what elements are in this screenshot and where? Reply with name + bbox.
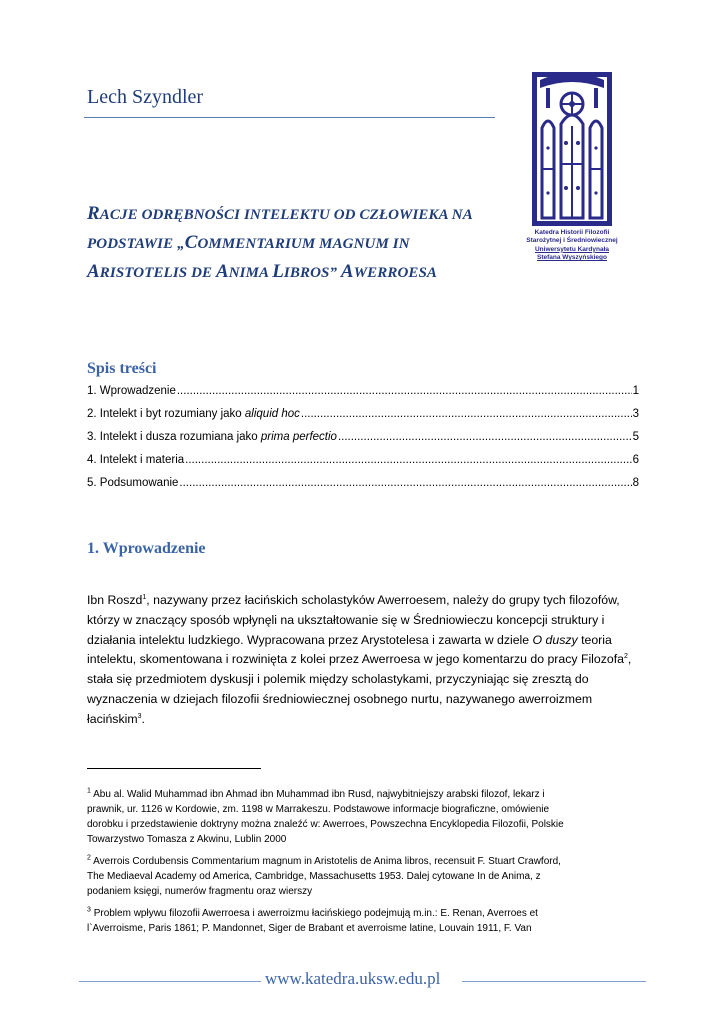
body-paragraph — [87, 591, 639, 730]
footnote-1: $^1$ Abu al. Walid Muhammad ibn Ahmad ibn Muhammad ibn Rusd, najwybitniejszy arabski filozof, lekarz i prawnik, ur. 1126 w Kordowie, zm. 1198 w Marrakeszu. Podstawowe informacje biograficzne, omówienie dorobku i przedstawienie doktryny można znaleźć w: Awerroes, Powszechna Encyklopedia Filozofii, Polskie Towarzystwo Tomasza z Akwinu, Lublin 2000 — [87, 787, 564, 845]
logo-line-4: Stefana Wyszyńskiego — [537, 254, 607, 262]
footnote-3: $^3$ Problem wpływu filozofii Awerroesa i awerroizmu łacińskiego podejmują m.in.: E. Renan, Averroes et l`Averroisme, Paris 1861; P. Mandonnet, Siger de Brabant et averroisme latine, Louvain 1911, F. Van — [87, 906, 538, 934]
footnote-separator — [87, 768, 261, 769]
footnote-ref[interactable]: 1 — [142, 593, 147, 601]
section-heading: 1. Wprowadzenie — [87, 540, 206, 557]
footnote-ref[interactable]: 2 — [624, 653, 628, 661]
author-underline — [84, 117, 495, 118]
logo-line-3: Uniwersytetu Kardynała — [534, 245, 610, 253]
author-name: Lech Szyndler — [87, 86, 204, 108]
table-of-contents — [87, 380, 639, 495]
toc-entry[interactable]: 5. Podsumowanie ..... 8 — [87, 472, 639, 495]
footer-url[interactable]: www.katedra.uksw.edu.pl — [265, 969, 441, 988]
title-line-2: PODSTAWIE „COMMENTARIUM MAGNUM IN — [87, 232, 410, 253]
footer-rule-right — [462, 981, 646, 982]
text-line: łacińskim$^3$. — [87, 711, 145, 726]
footnote-2: $^2$ Averrois Cordubensis Commentarium magnum in Aristotelis de Anima libros, recensuit F. Stuart Crawford, The Mediaeval Academy od America, Cambridge, Massachusetts 1953. Dalej cytowane In de Anima, z podaniem księgi, numerów fragmentu oraz wierszy — [87, 854, 561, 897]
logo-line-1: Katedra Historii Filozofii — [534, 229, 610, 236]
toc-entry[interactable]: 3. Intelekt i dusza rozumiana jako prima perfectio ..... 5 — [87, 426, 639, 449]
toc-heading: Spis treści — [87, 360, 157, 377]
text-line: którzy w znaczący sposób wpłynęli na ukształtowanie się w Średniowieczu koncepcji struktury i — [87, 612, 605, 627]
title-line-3: ARISTOTELIS DE ANIMA LIBROS” AWERROESA — [87, 261, 438, 282]
title-line-1: RACJE ODRĘBNOŚCI INTELEKTU OD CZŁOWIEKA NA — [87, 203, 473, 224]
gothic-arch-icon — [526, 68, 618, 228]
footnote-ref[interactable]: 3 — [137, 712, 142, 720]
text-line: wyznaczenia w dziejach filozofii średniowiecznej osobnego nurtu, nazywanego awerroizmem — [87, 691, 593, 706]
text-line: intelektu, skomentowana i rozwinięta z kolei przez Awerroesa w jego komentarzu do pracy Filozofa$^2$, — [87, 652, 632, 667]
paper-title — [87, 200, 507, 287]
text-line: działania intelektu ludzkiego. Wypracowana przez Arystotelesa i zawarta w dziele O duszy teoria — [87, 632, 612, 647]
footer-rule-left — [79, 981, 261, 982]
text-line: Ibn Roszd$^1$, nazywany przez łacińskich scholastyków Awerroesem, należy do grupy tych filozofów, — [87, 593, 620, 607]
toc-entry[interactable]: 2. Intelekt i byt rozumiany jako aliquid hoc ..... 3 — [87, 403, 639, 426]
logo-caption — [524, 229, 620, 263]
toc-entry[interactable]: 4. Intelekt i materia ..... 6 — [87, 449, 639, 472]
toc-entry[interactable]: 1. Wprowadzenie ..... 1 — [87, 380, 639, 403]
text-line: stała się przedmiotem dyskusji i polemik między scholastykami, przyczyniając się zresztą do — [87, 672, 589, 687]
logo-line-2: Starożytnej i Średniowiecznej — [526, 237, 618, 245]
